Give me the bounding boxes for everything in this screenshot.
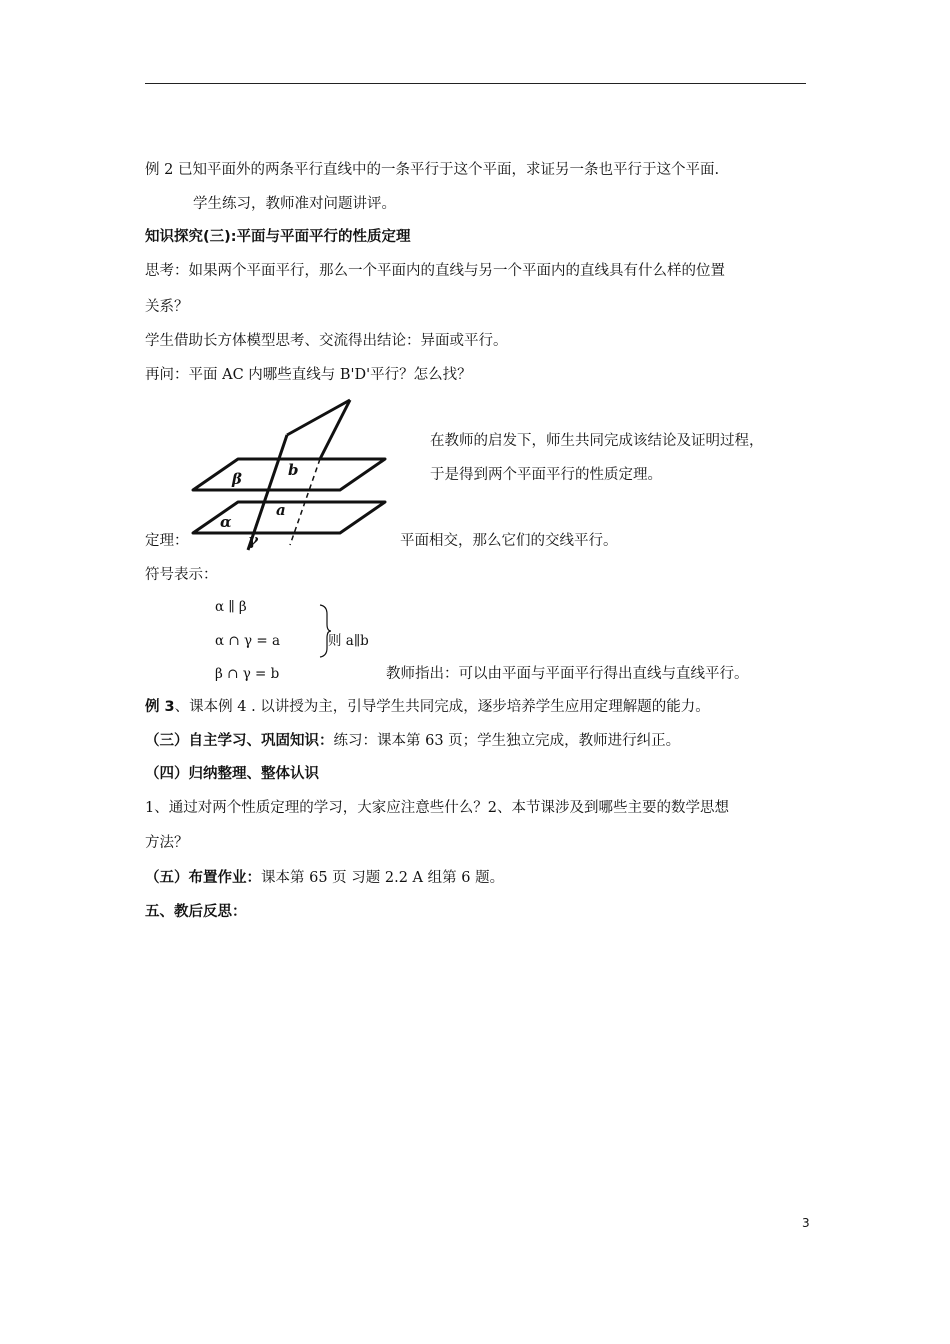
example-2-text: 例 2 已知平面外的两条平行直线中的一条平行于这个平面，求证另一条也平行于这个平面. bbox=[145, 162, 720, 178]
example-3-line bbox=[145, 698, 710, 716]
symbol-line-2: α ∩ γ = a bbox=[215, 633, 281, 649]
think-question-cont: 关系？ bbox=[145, 299, 189, 315]
homework-text: 课本第 65 页 习题 2.2 A 组第 6 题。 bbox=[261, 870, 505, 886]
theorem-intro-text: 于是得到两个平面平行的性质定理。 bbox=[430, 467, 662, 483]
page-number: 3 bbox=[802, 1216, 810, 1230]
section-heading-explore-3: 知识探究(三):平面与平面平行的性质定理 bbox=[145, 229, 411, 245]
section-3-heading: （三）自主学习、巩固知识： bbox=[145, 733, 334, 749]
alpha-label: α bbox=[220, 513, 232, 531]
example-3-label: 例 3 bbox=[145, 699, 175, 715]
section-5-line bbox=[145, 869, 504, 887]
beta-label: β bbox=[232, 470, 242, 488]
symbol-line-1: α ∥ β bbox=[215, 599, 247, 615]
a-label: a bbox=[276, 501, 286, 519]
teacher-points-out: 教师指出：可以由平面与平面平行得出直线与直线平行。 bbox=[386, 666, 749, 682]
section-3-text: 练习：课本第 63 页；学生独立完成，教师进行纠正。 bbox=[333, 733, 681, 749]
example-3-text: 、课本例 4 . 以讲授为主，引导学生共同完成，逐步培养学生应用定理解题的能力。 bbox=[174, 699, 710, 715]
theorem-label: 定理： bbox=[145, 533, 189, 549]
symbol-notation-label: 符号表示： bbox=[145, 567, 218, 583]
student-practice-text: 学生练习，教师准对问题讲评。 bbox=[193, 196, 396, 212]
teacher-guidance-text: 在教师的启发下，师生共同完成该结论及证明过程， bbox=[430, 433, 764, 449]
ask-again: 再问：平面 AC 内哪些直线与 B'D'平行？怎么找？ bbox=[145, 367, 472, 383]
header-rule bbox=[145, 83, 806, 84]
symbol-line-3: β ∩ γ = b bbox=[215, 666, 280, 682]
think-question: 思考：如果两个平面平行，那么一个平面内的直线与另一个平面内的直线具有什么样的位置 bbox=[145, 263, 725, 279]
homework-heading: （五）布置作业： bbox=[145, 870, 261, 886]
section-3-line bbox=[145, 732, 680, 750]
summary-questions: 1、通过对两个性质定理的学习，大家应注意些什么？2、本节课涉及到哪些主要的数学思想 bbox=[145, 800, 729, 816]
student-conclusion: 学生借助长方体模型思考、交流得出结论：异面或平行。 bbox=[145, 333, 508, 349]
section-4-heading: （四）归纳整理、整体认识 bbox=[145, 766, 319, 782]
parallel-planes-figure bbox=[190, 395, 405, 555]
b-label: b bbox=[288, 461, 299, 479]
reflection-heading: 五、教后反思： bbox=[145, 904, 247, 920]
gamma-label: γ bbox=[248, 531, 258, 549]
theorem-text: 平面相交，那么它们的交线平行。 bbox=[400, 533, 618, 549]
summary-questions-cont: 方法？ bbox=[145, 835, 189, 851]
symbol-conclusion: 则 a∥b bbox=[328, 633, 369, 649]
